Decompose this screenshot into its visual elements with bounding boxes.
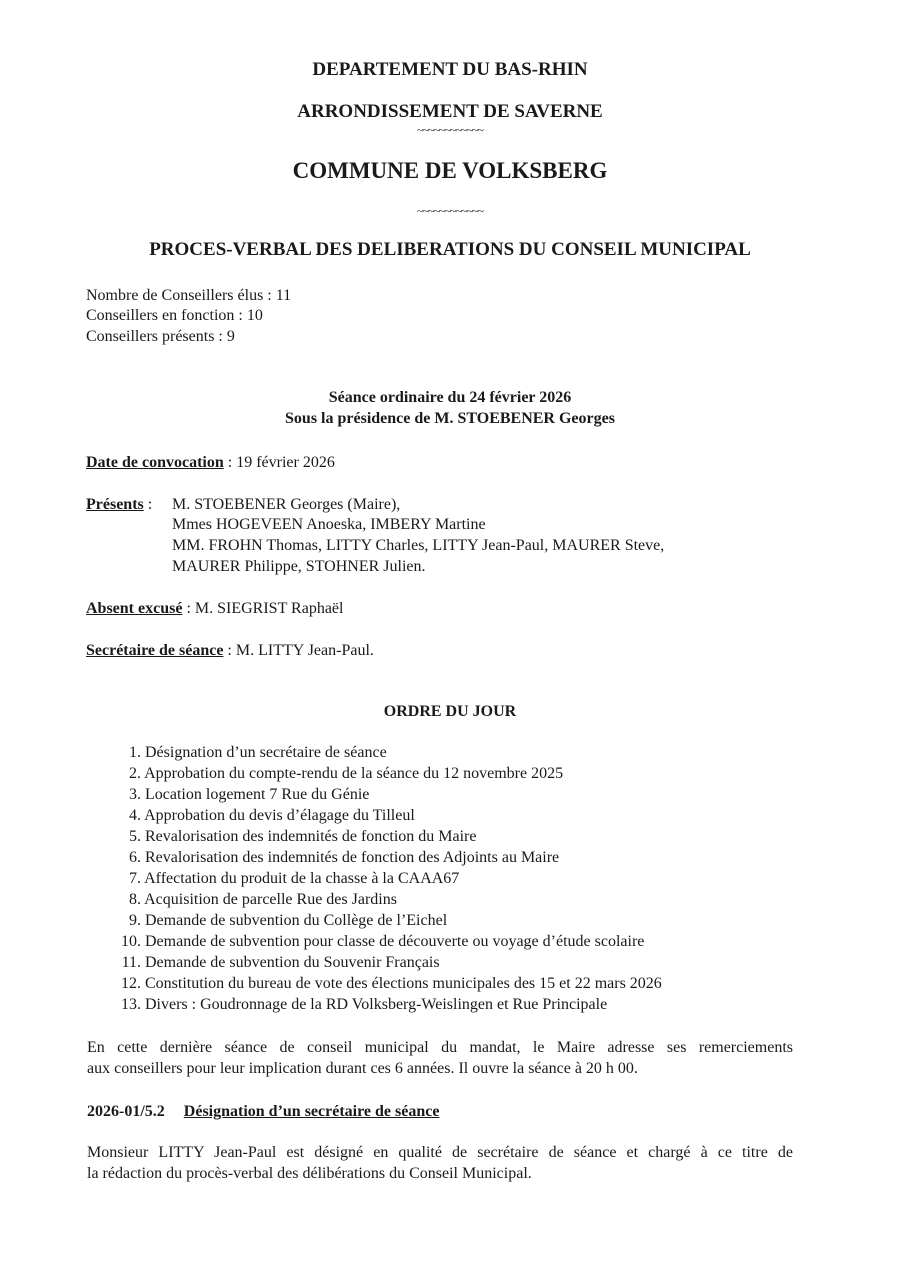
secretaire-line — [86, 640, 374, 661]
absent-value: : M. SIEGRIST Raphaël — [182, 600, 344, 617]
secretaire-value: : M. LITTY Jean-Paul. — [223, 642, 374, 659]
section-heading — [87, 1101, 439, 1122]
presents-label: Présents — [86, 496, 144, 513]
section-line-2: la rédaction du procès-verbal des délibérations du Conseil Municipal. — [87, 1165, 532, 1182]
count-presents: Conseillers présents : 9 — [86, 328, 235, 345]
seance-line-1: Séance ordinaire du 24 février 2026 — [328, 389, 572, 406]
section-title: Désignation d’un secrétaire de séance — [183, 1103, 440, 1120]
list-item: 11. Demande de subvention du Souvenir Français — [121, 954, 440, 971]
list-item: 5. Revalorisation des indemnités de fonction du Maire — [129, 828, 477, 845]
intro-paragraph — [87, 1037, 793, 1079]
separator-2: ~~~~~~~~~~~~ — [417, 204, 483, 218]
intro-line-2: aux conseillers pour leur implication durant ces 6 années. Il ouvre la séance à 20 h 00. — [87, 1060, 638, 1077]
list-item: 9. Demande de subvention du Collège de l’Eichel — [129, 912, 448, 929]
presents-line-2: Mmes HOGEVEEN Anoeska, IMBERY Martine — [172, 516, 486, 533]
list-item: 6. Revalorisation des indemnités de fonction des Adjoints au Maire — [129, 849, 560, 866]
section-number: 2026-01/5.2 — [87, 1103, 165, 1120]
list-item: 2. Approbation du compte-rendu de la séance du 12 novembre 2025 — [129, 765, 564, 782]
intro-line-1: En cette dernière séance de conseil municipal du mandat, le Maire adresse ses remerciements — [87, 1039, 793, 1056]
section-paragraph — [87, 1142, 793, 1184]
ordre-du-jour-title: ORDRE DU JOUR — [383, 703, 517, 720]
list-item: 4. Approbation du devis d’élagage du Tilleul — [129, 807, 415, 824]
absent-line — [86, 598, 343, 619]
absent-label: Absent excusé — [86, 600, 183, 617]
list-item: 3. Location logement 7 Rue du Génie — [129, 786, 370, 803]
list-item: 7. Affectation du produit de la chasse à la CAAA67 — [129, 870, 460, 887]
presents-sep: : — [143, 496, 153, 513]
arrondissement-heading: ARRONDISSEMENT DE SAVERNE — [297, 101, 603, 122]
list-item: 1. Désignation d’un secrétaire de séance — [129, 744, 387, 761]
presents-line-1: M. STOEBENER Georges (Maire), — [172, 496, 401, 513]
presents-line-4: MAURER Philippe, STOHNER Julien. — [172, 558, 426, 575]
ordre-du-jour-list — [110, 742, 662, 1015]
convocation-value: : 19 février 2026 — [223, 454, 335, 471]
count-en-fonction: Conseillers en fonction : 10 — [86, 307, 263, 324]
list-item: 13. Divers : Goudronnage de la RD Volksberg-Weislingen et Rue Principale — [121, 996, 608, 1013]
convocation-label: Date de convocation — [86, 454, 224, 471]
count-elus: Nombre de Conseillers élus : 11 — [86, 287, 292, 304]
list-item: 12. Constitution du bureau de vote des élections municipales des 15 et 22 mars 2026 — [121, 975, 662, 992]
list-item: 8. Acquisition de parcelle Rue des Jardins — [129, 891, 397, 908]
commune-heading: COMMUNE DE VOLKSBERG — [292, 158, 608, 183]
presents-label-line — [86, 494, 152, 515]
presents-line-3: MM. FROHN Thomas, LITTY Charles, LITTY Jean-Paul, MAURER Steve, — [172, 537, 665, 554]
seance-line-2: Sous la présidence de M. STOEBENER Georges — [285, 410, 615, 427]
secretaire-label: Secrétaire de séance — [86, 642, 224, 659]
convocation-line — [86, 452, 335, 473]
separator-1: ~~~~~~~~~~~~ — [417, 123, 483, 137]
pv-title: PROCES-VERBAL DES DELIBERATIONS DU CONSEIL MUNICIPAL — [149, 239, 751, 260]
list-item: 10. Demande de subvention pour classe de découverte ou voyage d’étude scolaire — [121, 933, 645, 950]
section-line-1: Monsieur LITTY Jean-Paul est désigné en qualité de secrétaire de séance et chargé à ce titre de — [87, 1144, 793, 1161]
department-heading: DEPARTEMENT DU BAS-RHIN — [312, 59, 588, 80]
